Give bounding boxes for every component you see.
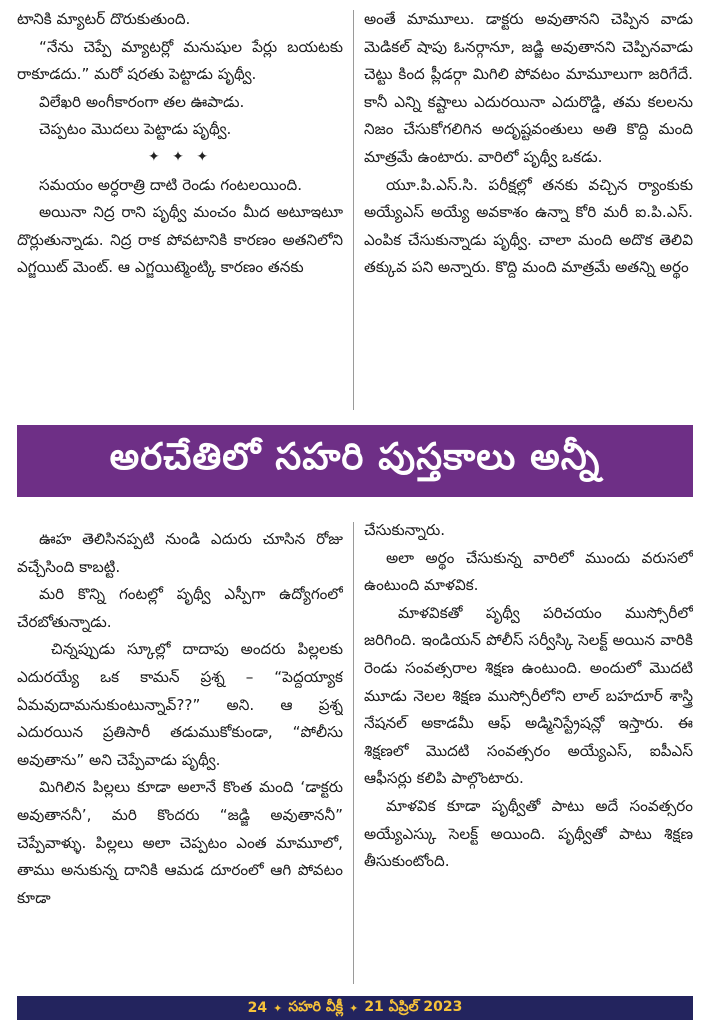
column-divider xyxy=(353,10,354,410)
paragraph: అంతే మామూలు. డాక్టరు అవుతానని చెప్పిన వాడు మెడికల్ షాపు ఓనర్గానూ, జడ్జి అవుతానని చెప్పినవాడు చెట్టు కింద ప్లీడర్గా మిగిలి పోవటం మామూలుగా జరిగేదే. కానీ ఎన్ని కష్టాలు ఎదురయినా ఎదురొడ్డి, తమ కలలను నిజం చేసుకోగలిగిన అదృష్టవంతులు అతి కొద్ది మంది మాత్రమే ఉంటారు. వారిలో పృథ్వీ ఒకడు. xyxy=(364,10,693,166)
magazine-name: సహరి వీక్లీ xyxy=(288,998,344,1015)
article-column-bottom-left xyxy=(17,526,343,988)
article-column-bottom-right xyxy=(364,517,693,988)
paragraph: చేసుకున్నారు. xyxy=(364,521,446,539)
promo-banner xyxy=(17,425,693,497)
paragraph: అలా అర్థం చేసుకున్న వారిలో ముందు వరుసలో ఉంటుంది మాళవిక. xyxy=(364,548,693,595)
paragraph: చిన్నప్పుడు స్కూల్లో దాదాపు అందరు పిల్లలకు ఎదురయ్యే ఒక కామన్ ప్రశ్న – “పెద్దయ్యాక ఏమవుదామనుకుంటున్నావ్??” అని. ఆ ప్రశ్న ఎదురయిన ప్రతిసారీ తడుముకోకుండా, “పోలీసు అవుతాను” అని చెప్పేవాడు పృథ్వీ. xyxy=(17,640,343,769)
paragraph: చెప్పటం మొదలు పెట్టాడు పృథ్వీ. xyxy=(39,120,232,139)
paragraph: టానికి మ్యాటర్ దొరుకుతుంది. xyxy=(17,10,191,28)
star-separator-icon: ✦ xyxy=(349,1001,359,1015)
paragraph: “నేను చెప్పే మ్యాటర్లో మనుషుల పేర్లు బయటకు రాకూడదు.” మరో షరతు పెట్టాడు పృథ్వీ. xyxy=(17,37,343,84)
page-number: 24 xyxy=(247,1000,268,1016)
star-separator-icon: ✦ xyxy=(273,1001,283,1015)
paragraph: విలేఖరి అంగీకారంగా తల ఊపాడు. xyxy=(39,92,245,111)
paragraph: ఊహ తెలిసినప్పటి నుండి ఎదురు చూసిన రోజు వచ్చేసింది కాబట్టి. xyxy=(17,530,343,576)
issue-date: 21 ఏప్రిల్ 2023 xyxy=(364,998,463,1015)
paragraph: మరి కొన్ని గంటల్లో పృథ్వీ ఎస్పీగా ఉద్యోగంలో చేరబోతున్నాడు. xyxy=(17,585,343,631)
column-divider xyxy=(353,522,354,984)
paragraph: యూ.పి.ఎస్.సి. పరీక్షల్లో తనకు వచ్చిన ర్యాంకుకు అయ్యేఎస్ అయ్యే అవకాశం ఉన్నా కోరి మరీ ఐ.పి.ఎస్. ఎంపిక చేసుకున్నాడు పృథ్వీ. చాలా మంది అదొక తెలివి తక్కువ పని అన్నారు. కొద్ది మంది మాత్రమే అతన్ని అర్థం xyxy=(364,175,693,277)
banner-title: అరచేతిలో సహరి పుస్తకాలు అన్నీ xyxy=(109,435,601,478)
paragraph: అయినా నిద్ర రాని పృథ్వీ మంచం మీద అటూఇటూ దొర్లుతున్నాడు. నిద్ర రాక పోవటానికి కారణం అతనిలోని ఎగ్జయిట్ మెంట్. ఆ ఎగ్జయిట్మెంట్కి కారణం తనకు xyxy=(17,203,343,277)
paragraph: మాళవిక కూడా పృథ్వీతో పాటు అదే సంవత్సరం అయ్యేఎస్కు సెలక్ట్ అయింది. పృథ్వీతో పాటు శిక్షణ తీసుకుంటోంది. xyxy=(364,796,693,871)
paragraph: మాళవికతో పృథ్వీ పరిచయం ముస్సోరీలో జరిగింది. ఇండియన్ పోలీస్ సర్వీస్కి సెలక్ట్ అయిన వారికి రెండు సంవత్సరాల శిక్షణ ఉంటుంది. అందులో మొదటి మూడు నెలల శిక్షణ ముస్సోరీలోని లాల్ బహదూర్ శాస్త్రి నేషనల్ అకాడమీ ఆఫ్ అడ్మినిస్ట్రేషన్లో ఇస్తారు. ఈ శిక్షణలో మొదటి సంవత్సరం అయ్యేఎస్, ఐపీఎస్ ఆఫీసర్లు కలిపి పాల్గొంటారు. xyxy=(364,603,693,788)
paragraph: మిగిలిన పిల్లలు కూడా అలానే కొంత మంది ‘డాక్టరు అవుతాననీ’, మరి కొందరు “జడ్జి అవుతాననీ” చెప్పేవాళ్ళు. పిల్లలు అలా చెప్పటం ఎంత మామూలో, తాము అనుకున్న దానికి ఆమడ దూరంలో ఆగి పోవటం కూడా xyxy=(17,778,343,907)
paragraph: సమయం అర్ధరాత్రి దాటి రెండు గంటలయింది. xyxy=(39,175,303,194)
page-footer xyxy=(17,996,693,1020)
section-break-stars: ✦ ✦ ✦ xyxy=(147,148,213,165)
article-column-top-left xyxy=(17,6,343,414)
article-column-top-right xyxy=(364,6,693,414)
